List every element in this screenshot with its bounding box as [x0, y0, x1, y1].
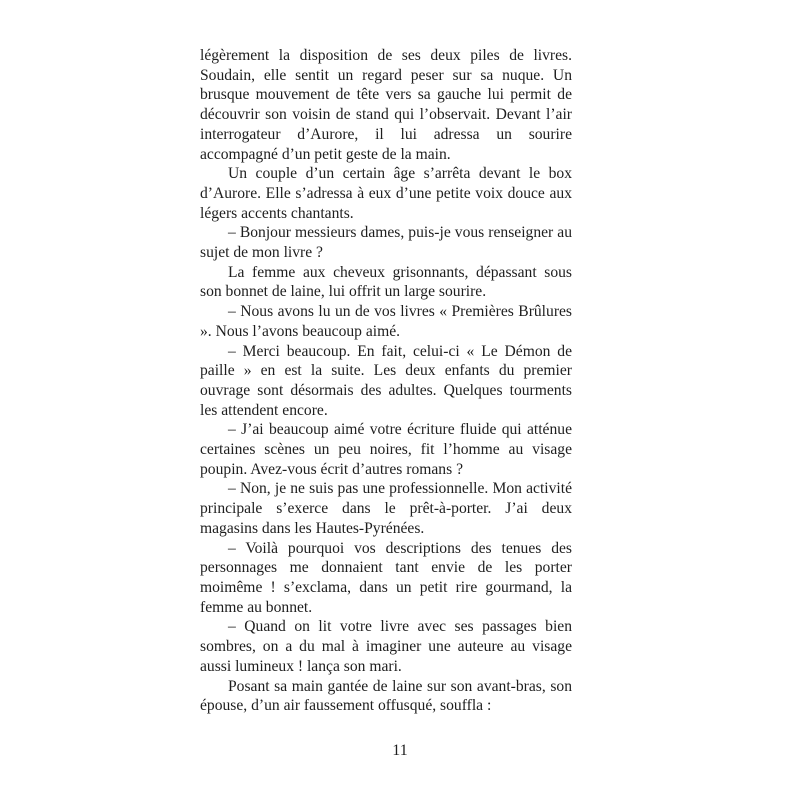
- paragraph: légèrement la disposition de ses deux piles de livres. Soudain, elle sentit un regard peser sur sa nuque. Un brusque mouvement de tête vers sa gauche lui permit de découvrir son voisin de stand qui l’observait. Devant l’air interrogateur d’Aurore, il lui adressa un sourire accompagné d’un petit geste de la main.: [200, 47, 572, 163]
- dialogue-line: – J’ai beaucoup aimé votre écriture fluide qui atténue certaines scènes un peu noires, fit l’homme au visage poupin. Avez-vous écrit d’autres romans ?: [200, 421, 572, 478]
- paragraph: Posant sa main gantée de laine sur son avant-bras, son épouse, d’un air faussement offusqué, souffla :: [200, 677, 572, 715]
- dialogue-line: – Merci beaucoup. En fait, celui-ci « Le Démon de paille » en est la suite. Les deux enfants du premier ouvrage sont désormais des adultes. Quelques tourments les attendent encore.: [200, 342, 572, 419]
- paragraph: Un couple d’un certain âge s’arrêta devant le box d’Aurore. Elle s’adressa à eux d’une petite voix douce aux légers accents chantants.: [200, 165, 572, 222]
- paragraph: La femme aux cheveux grisonnants, dépassant sous son bonnet de laine, lui offrit un large sourire.: [200, 263, 572, 301]
- dialogue-line: – Quand on lit votre livre avec ses passages bien sombres, on a du mal à imaginer une auteure au visage aussi lumineux ! lança son mari.: [200, 618, 572, 675]
- page-number: 11: [392, 742, 408, 759]
- dialogue-line: – Non, je ne suis pas une professionnelle. Mon activité principale s’exerce dans le prêt-à-porter. J’ai deux magasins dans les Hautes-Pyrénées.: [200, 480, 572, 537]
- dialogue-line: – Nous avons lu un de vos livres « Premières Brûlures ». Nous l’avons beaucoup aimé.: [200, 303, 572, 340]
- dialogue-line: – Voilà pourquoi vos descriptions des tenues des personnages me donnaient tant envie de les porter moimême ! s’exclama, dans un petit rire gourmand, la femme au bonnet.: [200, 539, 572, 616]
- body-text: [200, 46, 572, 716]
- dialogue-line: – Bonjour messieurs dames, puis-je vous renseigner au sujet de mon livre ?: [200, 224, 572, 262]
